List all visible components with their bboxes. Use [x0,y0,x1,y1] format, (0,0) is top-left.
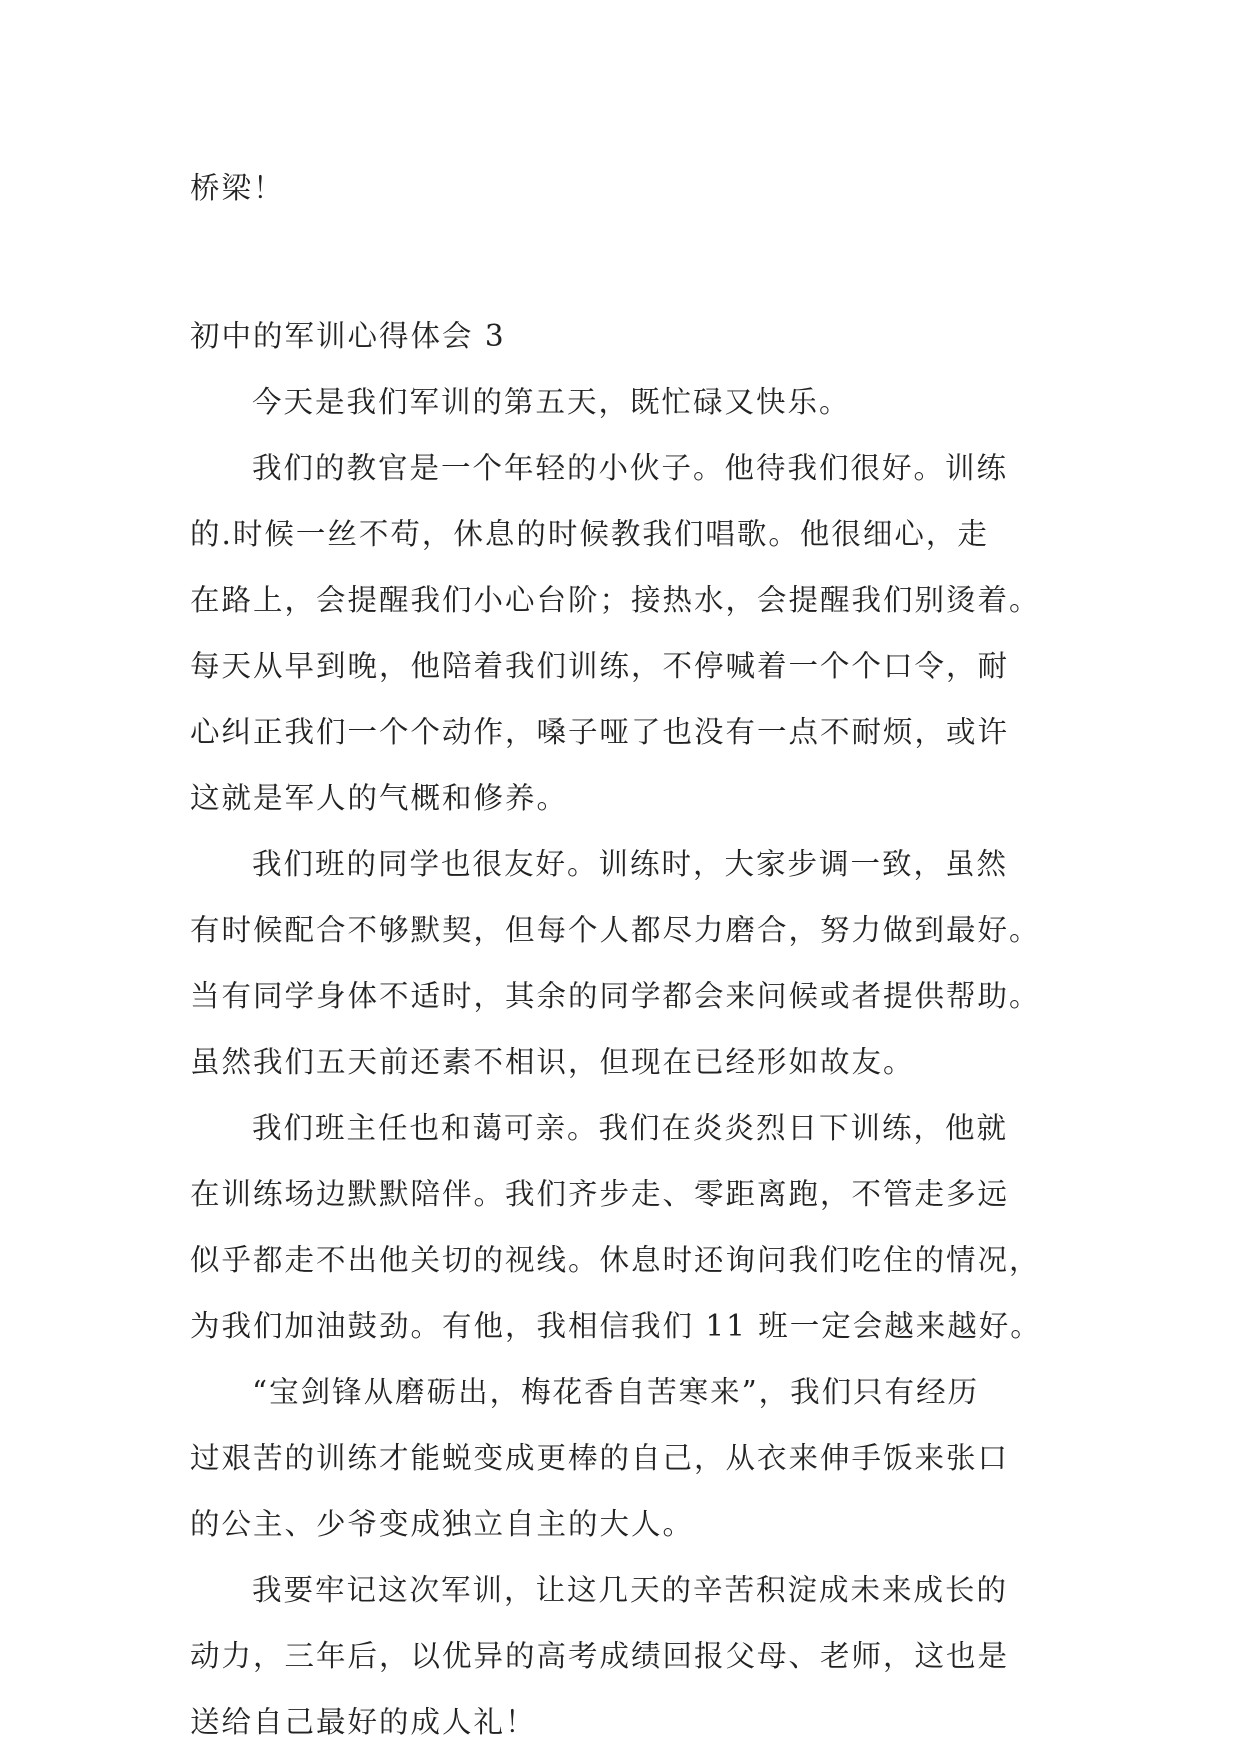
paragraph-line: 今天是我们军训的第五天，既忙碌又快乐。 [252,385,851,419]
paragraph-1 [190,369,1060,435]
paragraph-4 [190,1095,1060,1359]
paragraph-line: 有时候配合不够默契，但每个人都尽力磨合，努力做到最好。 [190,913,1041,947]
paragraph-line: 我们班主任也和蔼可亲。我们在炎炎烈日下训练，他就 [252,1111,1009,1145]
paragraph-3 [190,831,1060,1095]
paragraph-line: 过艰苦的训练才能蜕变成更棒的自己，从衣来伸手饭来张口 [190,1441,1010,1475]
paragraph-line: 的.时候一丝不苟，休息的时候教我们唱歌。他很细心，走 [190,517,989,551]
paragraph-line: “宝剑锋从磨砺出，梅花香自苦寒来”，我们只有经历 [252,1375,980,1409]
paragraph-5 [190,1359,1060,1557]
document-body [190,155,1060,1755]
paragraph-line: 这就是军人的气概和修养。 [190,781,569,815]
paragraph-line: 似乎都走不出他关切的视线。休息时还询问我们吃住的情况， [190,1243,1041,1277]
paragraph-line: 我们的教官是一个年轻的小伙子。他待我们很好。训练 [252,451,1009,485]
paragraph-line: 我们班的同学也很友好。训练时，大家步调一致，虽然 [252,847,1009,881]
paragraph-line: 当有同学身体不适时，其余的同学都会来问候或者提供帮助。 [190,979,1041,1013]
paragraph-line: 送给自己最好的成人礼！ [190,1705,537,1739]
paragraph-2 [190,435,1060,831]
paragraph-line: 在路上，会提醒我们小心台阶；接热水，会提醒我们别烫着。 [190,583,1041,617]
paragraph-line: 我要牢记这次军训，让这几天的辛苦积淀成未来成长的 [252,1573,1009,1607]
paragraph-line: 动力，三年后，以优异的高考成绩回报父母、老师，这也是 [190,1639,1010,1673]
paragraph-6 [190,1557,1060,1755]
paragraph-line: 虽然我们五天前还素不相识，但现在已经形如故友。 [190,1045,915,1079]
paragraph-line: 在训练场边默默陪伴。我们齐步走、零距离跑，不管走多远 [190,1177,1010,1211]
section-gap [190,221,1060,303]
paragraph-line: 的公主、少爷变成独立自主的大人。 [190,1507,695,1541]
paragraph-line: 心纠正我们一个个动作，嗓子哑了也没有一点不耐烦，或许 [190,715,1010,749]
section-heading: 初中的军训心得体会 3 [190,319,506,353]
paragraph-line: 每天从早到晚，他陪着我们训练，不停喊着一个个口令，耐 [190,649,1010,683]
carryover-text: 桥梁！ [190,171,285,205]
paragraph-line: 为我们加油鼓劲。有他，我相信我们 11 班一定会越来越好。 [190,1309,1042,1343]
